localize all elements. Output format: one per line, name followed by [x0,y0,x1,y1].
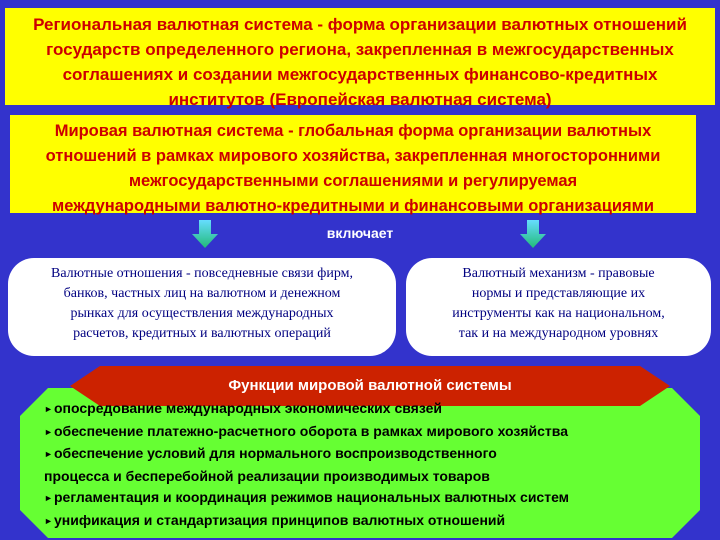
currency-relations-line-2: банков, частных лиц на валютном и денежном [63,286,341,301]
triangle-right-icon: ► [44,404,53,414]
currency-relations-line-1: Валютные отношения - повседневные связи фирм, [51,266,353,281]
includes-label: включает [326,225,394,241]
regional-currency-system-definition [5,8,715,109]
world-currency-system-definition [10,115,696,213]
triangle-right-icon: ► [44,449,53,460]
list-item [44,398,684,421]
triangle-right-icon: ► [44,515,53,526]
currency-relations-box [8,258,396,356]
currency-relations-line-4: расчетов, кредитных и валютных операций [73,326,331,341]
triangle-right-icon: ► [44,426,53,437]
down-arrow-icon [192,220,218,248]
list-item [44,443,684,466]
regional-line-1: Региональная валютная система - форма организации валютных отношений [33,15,687,34]
currency-mechanism-line-1: Валютный механизм - правовые [462,266,655,281]
currency-mechanism-line-3: инструменты как на национальном, [452,306,665,321]
functions-title: Функции мировой валютной системы [228,377,512,394]
list-item [44,510,684,533]
function-text: обеспечение условий для нормального воспроизводственного [54,445,497,462]
world-line-1: Мировая валютная система - глобальная форма организации валютных [54,122,652,140]
regional-line-3: соглашениях и создании межгосударственных финансово-кредитных [62,65,658,84]
list-item [44,421,684,444]
function-text: обеспечение платежно-расчетного оборота в рамках мирового хозяйства [54,422,568,439]
world-line-4: международными валютно-кредитными и финансовыми организациями [52,197,654,215]
functions-list [44,398,684,533]
world-line-2: отношений в рамках мирового хозяйства, закрепленная многосторонними [45,147,661,165]
world-line-3: межгосударственными соглашениями и регулируемая [128,172,578,190]
currency-mechanism-line-4: так и на международном уровнях [458,326,659,341]
function-text: унификация и стандартизация принципов валютных отношений [54,511,506,528]
list-item [44,466,684,488]
function-text: опосредование международных экономических связей [54,400,442,416]
currency-mechanism-box [406,258,711,356]
down-arrow-icon [520,220,546,248]
regional-line-2: государств определенного региона, закрепленная в межгосударственных [46,40,674,59]
triangle-right-icon: ► [44,493,53,504]
currency-relations-line-3: рынках для осуществления международных [70,306,334,321]
currency-mechanism-line-2: нормы и представляющие их [471,286,646,301]
list-item [44,487,684,510]
function-text: регламентация и координация режимов национальных валютных систем [54,489,570,506]
function-text: процесса и бесперебойной реализации производимых товаров [44,467,490,484]
regional-line-4: институтов (Европейская валютная система) [168,90,552,109]
